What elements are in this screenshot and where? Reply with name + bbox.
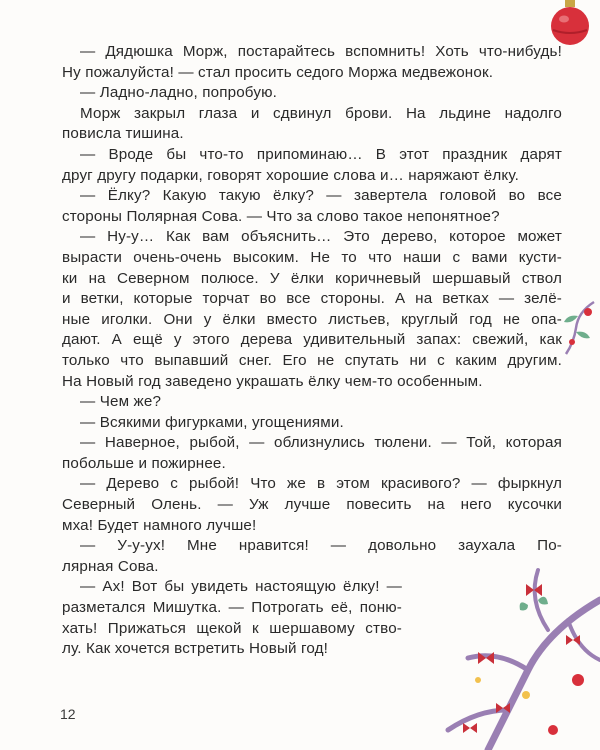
paragraph [62, 577, 562, 659]
text-line: — Ёлку? Какую такую ёлку? — завертела головой во все [80, 187, 562, 205]
paragraph [62, 433, 562, 474]
paragraph [62, 42, 562, 83]
text-line: — Дерево с рыбой! Что же в этом красивого? — фыркнул [80, 475, 562, 493]
text-line: только что выпавший снег. Его не спутать ни с каким другим. [62, 351, 562, 369]
text-line: дают. А ещё у этого дерева удивительный запах: свежий, как [62, 331, 562, 349]
text-line: Северный Олень. — Уж лучше повесить на него кусочки [62, 496, 562, 514]
paragraph [62, 227, 562, 392]
paragraph [62, 104, 562, 145]
paragraph [62, 145, 562, 186]
paragraph [62, 536, 562, 577]
text-line: друг другу подарки, говорят хорошие слова и… наряжают ёлку. [62, 166, 519, 184]
paragraph [62, 186, 562, 227]
text-line: — Ах! Вот бы увидеть настоящую ёлку! — [80, 578, 402, 596]
text-line: лярная Сова. [62, 557, 159, 575]
text-line: ные иголки. Они у ёлки вместо листьев, круглый год не опа- [62, 310, 562, 328]
paragraph [62, 474, 562, 536]
text-line: — Наверное, рыбой, — облизнулись тюлени. — Той, которая [80, 434, 562, 452]
holly-sprig-icon [558, 298, 600, 358]
text-line: ки на Северном полюсе. У ёлки коричневый шершавый ствол [62, 269, 562, 287]
paragraph [62, 413, 562, 434]
text-line: На Новый год заведено украшать ёлку чем-то особенным. [62, 372, 483, 390]
text-line: побольше и пожирнее. [62, 454, 226, 472]
text-line: мха! Будет намного лучше! [62, 516, 257, 534]
text-line: — Всякими фигурками, угощениями. [80, 413, 344, 431]
text-line: — Ладно-ладно, попробую. [80, 84, 277, 102]
text-line: — Дядюшка Морж, постарайтесь вспомнить! Хоть что-нибудь! [80, 43, 562, 60]
text-line: — Вроде бы что-то припоминаю… В этот праздник дарят [80, 145, 562, 163]
text-line: хать! Прижаться щекой к шершавому ство- [62, 619, 402, 637]
paragraph [62, 392, 562, 413]
text-line: — Чем же? [80, 393, 162, 411]
page-number: 12 [60, 706, 76, 722]
paragraph [62, 83, 562, 104]
text-line: лу. Как хочется встретить Новый год! [62, 640, 329, 658]
text-line: — У-у-ух! Мне нравится! — довольно заухала По- [80, 537, 562, 555]
christmas-ornament-icon [545, 0, 595, 48]
text-line: разметался Мишутка. — Потрогать её, поню- [62, 599, 402, 617]
text-line: повисла тишина. [62, 125, 184, 143]
story-text [62, 42, 562, 660]
text-line: вырасти очень-очень высоким. Не то что наши с вами кусти- [62, 248, 562, 266]
text-line: стороны Полярная Сова. — Что за слово такое непонятное? [62, 207, 500, 225]
text-line: Морж закрыл глаза и сдвинул брови. На льдине надолго [80, 104, 562, 122]
text-line: Ну пожалуйста! — стал просить седого Моржа медвежонок. [62, 63, 494, 81]
text-line: и ветки, которые торчат во все стороны. А на ветках — зелё- [62, 290, 562, 308]
text-line: — Ну-у… Как вам объяснить… Это дерево, которое может [80, 228, 562, 246]
